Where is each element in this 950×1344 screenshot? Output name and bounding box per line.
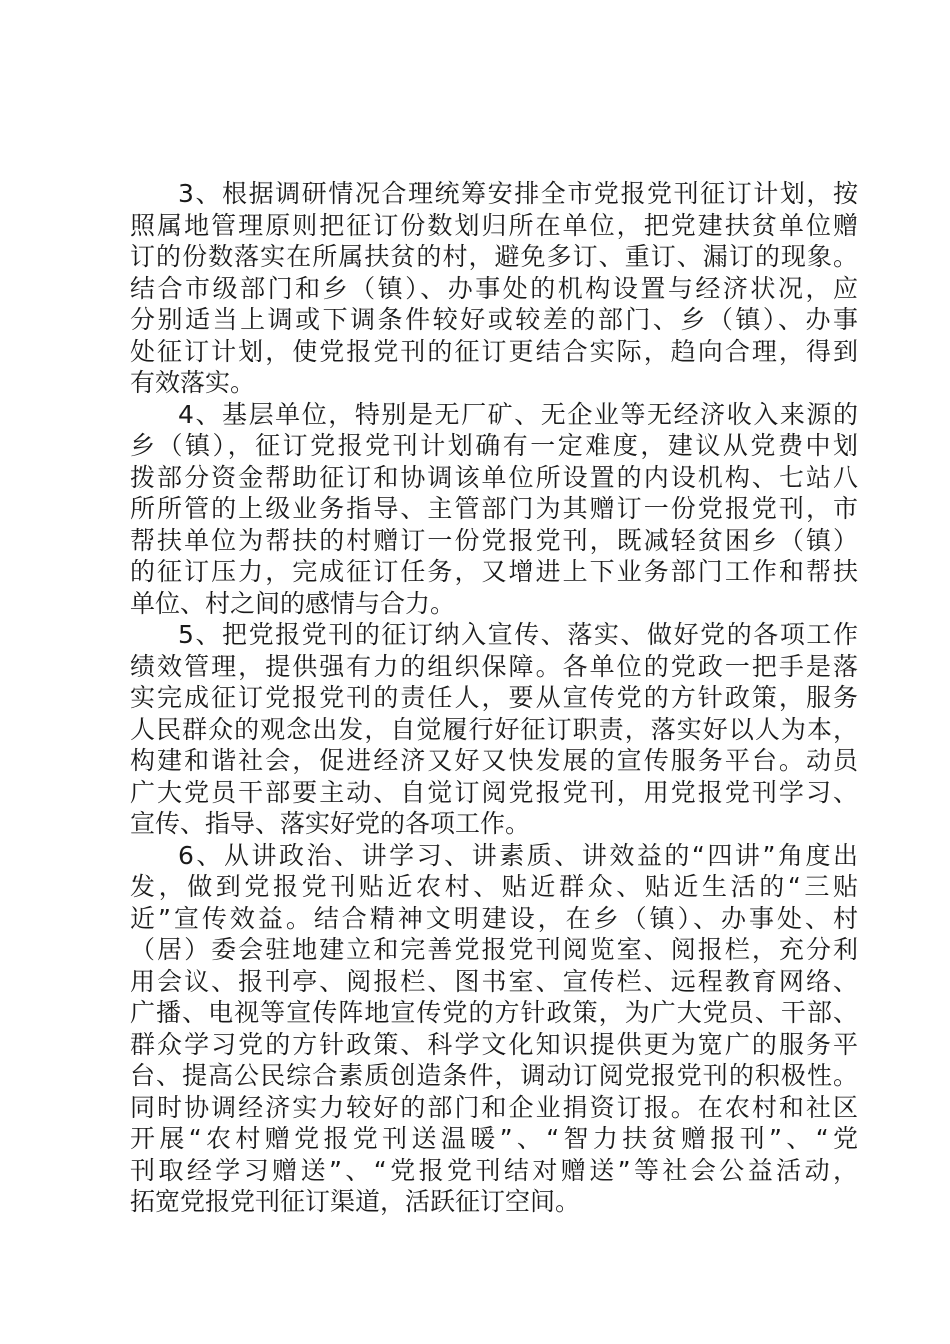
text-line: 的征订压力，完成征订任务，又增进上下业务部门工作和帮扶: [130, 557, 858, 586]
text-line: 单位、村之间的感情与合力。: [130, 588, 456, 618]
text-line: 处征订计划，使党报党刊的征订更结合实际，趋向合理，得到: [130, 336, 858, 366]
text-line: 6、从讲政治、讲学习、讲素质、讲效益的“四讲”角度出: [178, 840, 858, 870]
text-line: 分别适当上调或下调条件较好或较差的部门、乡（镇）、办事: [130, 305, 858, 334]
paragraph-5: [130, 619, 858, 840]
text-line: 绩效管理，提供强有力的组织保障。各单位的党政一把手是落: [130, 651, 858, 681]
text-line: 台、提高公民综合素质创造条件，调动订阅党报党刊的积极性。: [130, 1061, 858, 1090]
text-line: 结合市级部门和乡（镇）、办事处的机构设置与经济状况，应: [130, 273, 858, 303]
text-line: 实完成征订党报党刊的责任人，要从宣传党的方针政策，服务: [130, 683, 858, 712]
paragraph-3: [130, 178, 858, 399]
text-line: 4、基层单位，特别是无厂矿、无企业等无经济收入来源的: [178, 399, 858, 429]
text-line: 3、根据调研情况合理统筹安排全市党报党刊征订计划，按: [178, 179, 858, 208]
text-line: 刊取经学习赠送”、“党报党刊结对赠送”等社会公益活动，: [130, 1155, 858, 1185]
text-line: 拓宽党报党刊征订渠道，活跃征订空间。: [130, 1187, 581, 1216]
text-line: 订的份数落实在所属扶贫的村，避免多订、重订、漏订的现象。: [130, 242, 858, 271]
text-line: 同时协调经济实力较好的部门和企业捐资订报。在农村和社区: [130, 1092, 858, 1122]
text-line: 所所管的上级业务指导、主管部门为其赠订一份党报党刊，市: [130, 494, 858, 523]
text-line: 人民群众的观念出发，自觉履行好征订职责，落实好以人为本，: [130, 714, 858, 744]
text-line: （居）委会驻地建立和完善党报党刊阅览室、阅报栏，充分利: [130, 935, 858, 964]
text-line: 发，做到党报党刊贴近农村、贴近群众、贴近生活的“三贴: [130, 872, 858, 901]
text-line: 5、把党报党刊的征订纳入宣传、落实、做好党的各项工作: [178, 620, 858, 649]
text-line: 乡（镇），征订党报党刊计划确有一定难度，建议从党费中划: [130, 431, 858, 460]
text-line: 用会议、报刊亭、阅报栏、图书室、宣传栏、远程教育网络、: [130, 966, 858, 996]
text-line: 帮扶单位为帮扶的村赠订一份党报党刊，既减轻贫困乡（镇）: [130, 525, 858, 555]
text-line: 广大党员干部要主动、自觉订阅党报党刊，用党报党刊学习、: [130, 777, 858, 807]
document-body: [130, 178, 858, 1218]
paragraph-4: [130, 399, 858, 620]
text-line: 近”宣传效益。结合精神文明建设，在乡（镇）、办事处、村: [130, 903, 858, 933]
text-line: 照属地管理原则把征订份数划归所在单位，把党建扶贫单位赠: [130, 210, 858, 240]
text-line: 广播、电视等宣传阵地宣传党的方针政策，为广大党员、干部、: [130, 998, 858, 1027]
text-line: 拨部分资金帮助征订和协调该单位所设置的内设机构、七站八: [130, 462, 858, 492]
text-line: 宣传、指导、落实好党的各项工作。: [130, 809, 531, 838]
paragraph-6: [130, 840, 858, 1218]
text-line: 开展“农村赠党报党刊送温暖”、“智力扶贫赠报刊”、“党: [130, 1124, 858, 1153]
text-line: 有效落实。: [130, 368, 256, 397]
text-line: 群众学习党的方针政策、科学文化知识提供更为宽广的服务平: [130, 1029, 858, 1059]
text-line: 构建和谐社会，促进经济又好又快发展的宣传服务平台。动员: [130, 746, 858, 775]
